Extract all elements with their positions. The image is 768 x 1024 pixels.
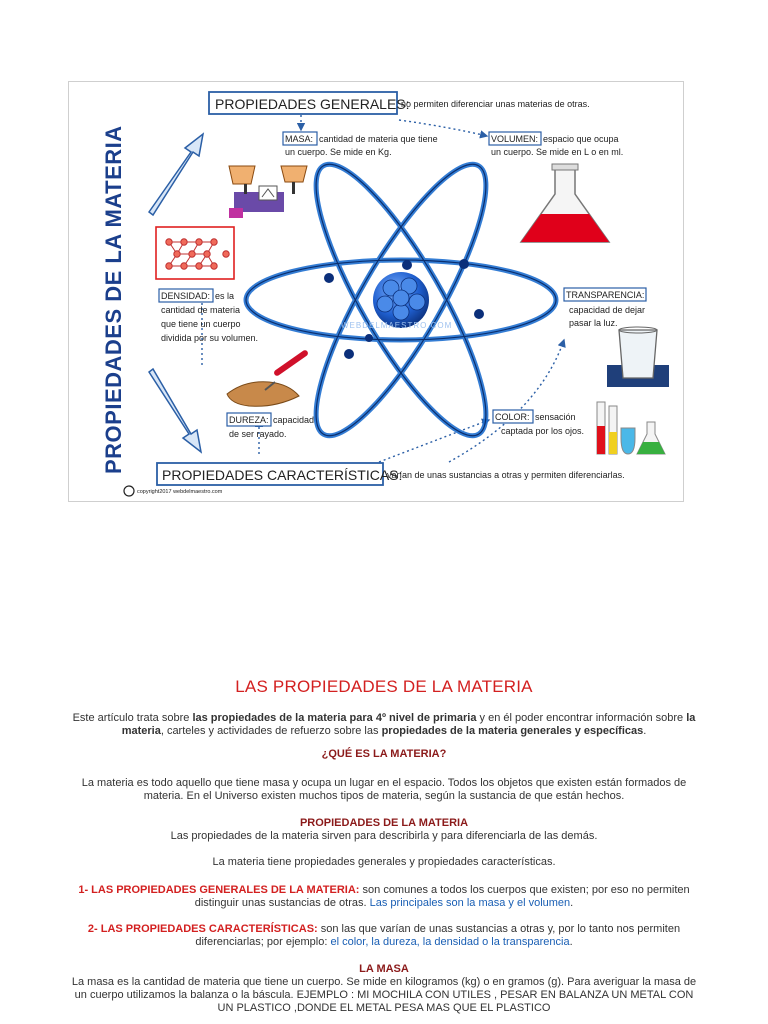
generales-desc: no permiten diferenciar unas materias de otras.: [401, 99, 590, 109]
generales-link[interactable]: Las principales son la masa y el volumen: [369, 897, 571, 909]
generales-heading: 1- LAS PROPIEDADES GENERALES DE LA MATERIA:: [78, 884, 360, 896]
caracteristicas-end: .: [569, 936, 573, 948]
article: [66, 676, 702, 1015]
caracteristicas-desc: varían de unas sustancias a otras y permiten diferenciarlas.: [387, 470, 625, 480]
transparencia-desc-2: pasar la luz.: [569, 318, 618, 328]
intro-bold-3: propiedades de la materia generales y específicas: [381, 725, 644, 737]
propiedades-text: Las propiedades de la materia sirven para describirla y para diferenciarla de las demás.: [170, 830, 598, 842]
dureza-desc-1: capacidad: [273, 415, 315, 425]
densidad-desc-4: dividida por su volumen.: [161, 333, 259, 343]
masa-text: La masa es la cantidad de materia que tiene un cuerpo. Se mide en kilogramos (kg) o en gramos (g). Para averiguar la masa de un cuerpo utilizamos la balanza o la báscula. EJEMPLO : MI MOCHILA CON UTILES , PESAR EN BALANZA UN METAL CON UN PLASTICO ,DONDE EL METAL PESA MAS QUE EL PLASTICO: [71, 976, 697, 1014]
atom-watermark: WEBDELMAESTRO.COM: [341, 321, 453, 330]
propiedades-text-2: La materia tiene propiedades generales y propiedades características.: [212, 856, 556, 868]
flask-icon: [521, 164, 609, 242]
densidad-desc-3: que tiene un cuerpo: [161, 319, 241, 329]
copyright-icon: [124, 486, 134, 496]
color-label: COLOR:: [495, 412, 530, 422]
color-desc-1: sensación: [535, 412, 576, 422]
intro-text-2: y en él poder encontrar información sobre: [476, 712, 687, 724]
densidad-label: DENSIDAD:: [161, 291, 211, 301]
masa-heading: LA MASA: [359, 963, 409, 975]
intro-bold-2: la materia: [121, 712, 696, 737]
caracteristicas-link[interactable]: el color, la dureza, la densidad o la transparencia: [330, 936, 570, 948]
masa-desc-1: cantidad de materia que tiene: [319, 134, 438, 144]
copyright-text: copyright2017 webdelmaestro.com: [137, 489, 223, 495]
caracteristicas-text: son las que varían de unas sustancias a otras y, por lo tanto nos permiten diferenciarlas; por ejemplo:: [195, 923, 681, 948]
propiedades-heading: PROPIEDADES DE LA MATERIA: [299, 817, 469, 829]
intro-bold-1: las propiedades de la materia para 4º nivel de primaria: [192, 712, 477, 724]
densidad-desc-2: cantidad de materia: [161, 305, 241, 315]
dureza-label: DUREZA:: [229, 415, 269, 425]
infographic-figure: [68, 81, 684, 502]
generales-text: son comunes a todos los cuerpos que existen; por eso no permiten distinguir unas sustancias de otras.: [194, 884, 690, 909]
caracteristicas-heading: 2- LAS PROPIEDADES CARACTERÍSTICAS:: [87, 923, 318, 935]
generales-end: .: [570, 897, 574, 909]
transparencia-label: TRANSPARENCIA:: [566, 290, 645, 300]
caracteristicas-label: PROPIEDADES CARACTERÍSTICAS:: [162, 467, 403, 483]
intro-paragraph: [66, 712, 702, 738]
intro-text-4: .: [643, 725, 647, 737]
article-title: LAS PROPIEDADES DE LA MATERIA: [235, 677, 533, 696]
glass-icon: [607, 327, 669, 387]
dureza-desc-2: de ser rayado.: [229, 429, 287, 439]
vertical-title: PROPIEDADES DE LA MATERIA: [101, 125, 126, 474]
volumen-desc-1: espacio que ocupa: [543, 134, 619, 144]
que-es-heading: ¿QUÉ ES LA MATERIA?: [321, 748, 447, 760]
generales-paragraph: [66, 884, 702, 910]
intro-text-1: Este artículo trata sobre: [72, 712, 193, 724]
test-tubes-icon: [597, 402, 665, 454]
molecule-icon: [156, 227, 234, 279]
balanza-icon: [229, 166, 307, 218]
arrow-up-right-icon: [149, 134, 203, 215]
que-es-text: La materia es todo aquello que tiene masa y ocupa un lugar en el espacio. Todos los objetos que existen están formados de materia. En el Universo existen muchos tipos de materia, según la sustancia de que están hechos.: [81, 777, 687, 802]
infographic-svg: [69, 82, 683, 501]
transparencia-desc-1: capacidad de dejar: [569, 305, 646, 315]
masa-desc-2: un cuerpo. Se mide en Kg.: [285, 147, 392, 157]
densidad-desc-1: es la: [215, 291, 235, 301]
volumen-desc-2: un cuerpo. Se mide en L o en ml.: [491, 147, 624, 157]
caracteristicas-paragraph: [66, 923, 702, 949]
generales-label: PROPIEDADES GENERALES:: [215, 96, 410, 112]
intro-text-3: , carteles y actividades de refuerzo sobre las: [160, 725, 382, 737]
arrow-down-right-icon: [149, 369, 201, 452]
volumen-label: VOLUMEN:: [491, 134, 539, 144]
color-desc-2: captada por los ojos.: [501, 426, 585, 436]
hammer-icon: [227, 349, 309, 406]
masa-label: MASA:: [285, 134, 314, 144]
